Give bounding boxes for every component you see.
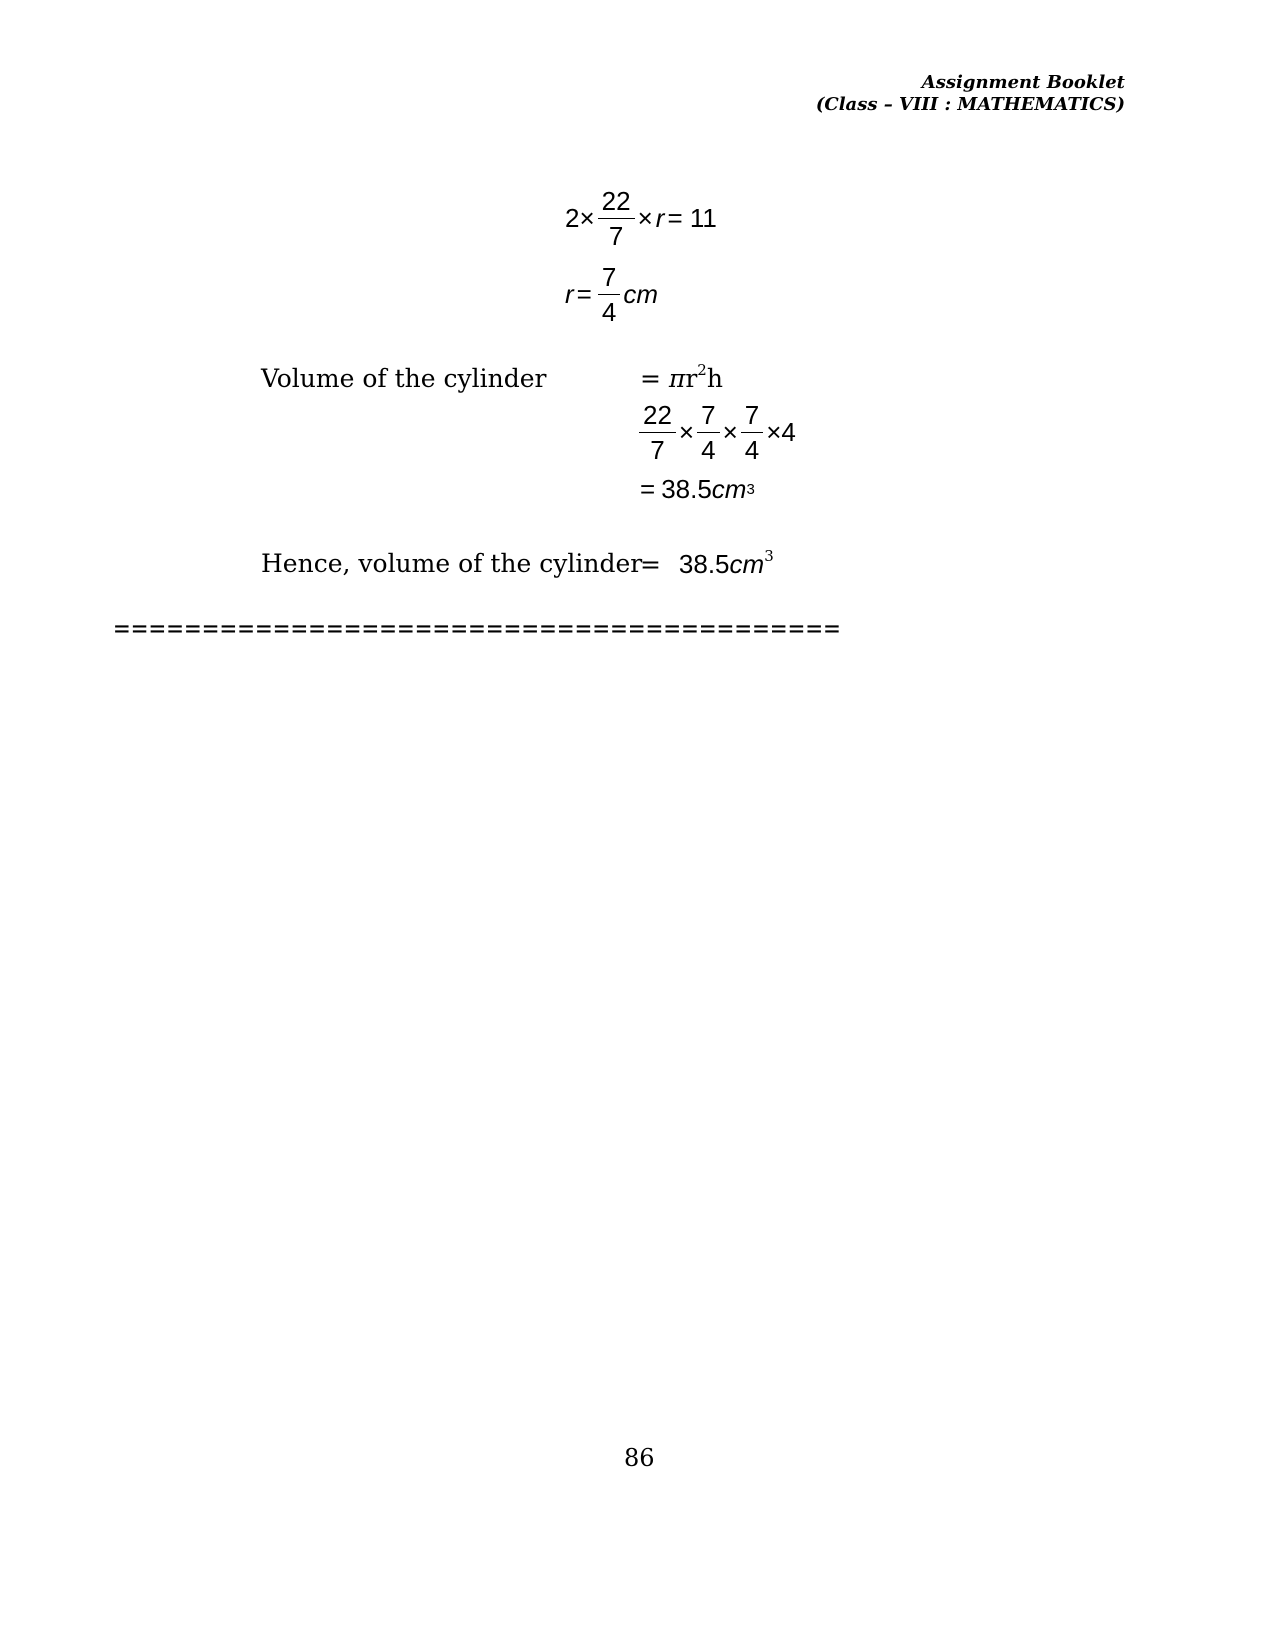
fraction-7-4	[741, 400, 763, 465]
equation-circumference	[565, 186, 717, 251]
formula-equals: =	[640, 364, 661, 393]
eq2-unit: cm	[623, 279, 658, 309]
fraction-denominator: 7	[608, 221, 624, 251]
page-number: 86	[624, 1444, 655, 1472]
eq1-lead: 2×	[565, 203, 595, 233]
volume-substitution	[636, 400, 796, 465]
header-title: Assignment Booklet	[921, 72, 1125, 93]
fraction-denominator: 7	[650, 435, 665, 465]
fraction-7-4	[598, 262, 620, 327]
conclusion-number: 38.5	[678, 549, 730, 579]
conclusion-value	[640, 549, 774, 580]
fraction-denominator: 4	[601, 297, 617, 327]
result-equals: =	[640, 474, 656, 504]
fraction-numerator: 22	[639, 400, 676, 433]
eq2-variable: r	[565, 279, 574, 309]
header-subtitle: (Class – VIII : MATHEMATICS)	[815, 94, 1125, 115]
formula-r: r	[685, 364, 698, 393]
volume-label: Volume of the cylinder	[261, 364, 547, 393]
formula-exponent: 2	[697, 361, 707, 379]
times-four: ×4	[766, 417, 796, 447]
eq1-variable: r	[655, 203, 665, 233]
running-header	[816, 72, 1125, 116]
result-value: 38.5	[661, 474, 712, 504]
eq1-rhs: = 11	[667, 203, 717, 233]
fraction-7-4	[697, 400, 719, 465]
conclusion-unit: cm	[729, 549, 765, 579]
eq2-equals: =	[576, 279, 592, 309]
conclusion-equals: =	[640, 550, 661, 579]
formula-h: h	[706, 364, 723, 393]
fraction-denominator: 4	[701, 435, 716, 465]
fraction-numerator: 7	[741, 400, 763, 433]
fraction-22-7	[639, 400, 676, 465]
equation-radius	[565, 262, 658, 327]
volume-result: = 38.5 cm 3	[640, 474, 755, 504]
result-unit: cm	[711, 474, 747, 504]
fraction-numerator: 22	[598, 186, 635, 219]
volume-formula	[640, 361, 723, 393]
fraction-numerator: 7	[598, 262, 620, 295]
fraction-22-7	[598, 186, 635, 251]
times-sign: ×	[722, 417, 738, 447]
eq1-times: ×	[637, 203, 653, 233]
conclusion-label: Hence, volume of the cylinder	[261, 549, 643, 578]
fraction-denominator: 4	[744, 435, 760, 465]
fraction-numerator: 7	[697, 400, 719, 433]
separator-rule: =========================================	[114, 614, 842, 644]
times-sign: ×	[678, 417, 695, 447]
conclusion-exponent: 3	[764, 547, 774, 565]
formula-pi: π	[668, 364, 686, 393]
